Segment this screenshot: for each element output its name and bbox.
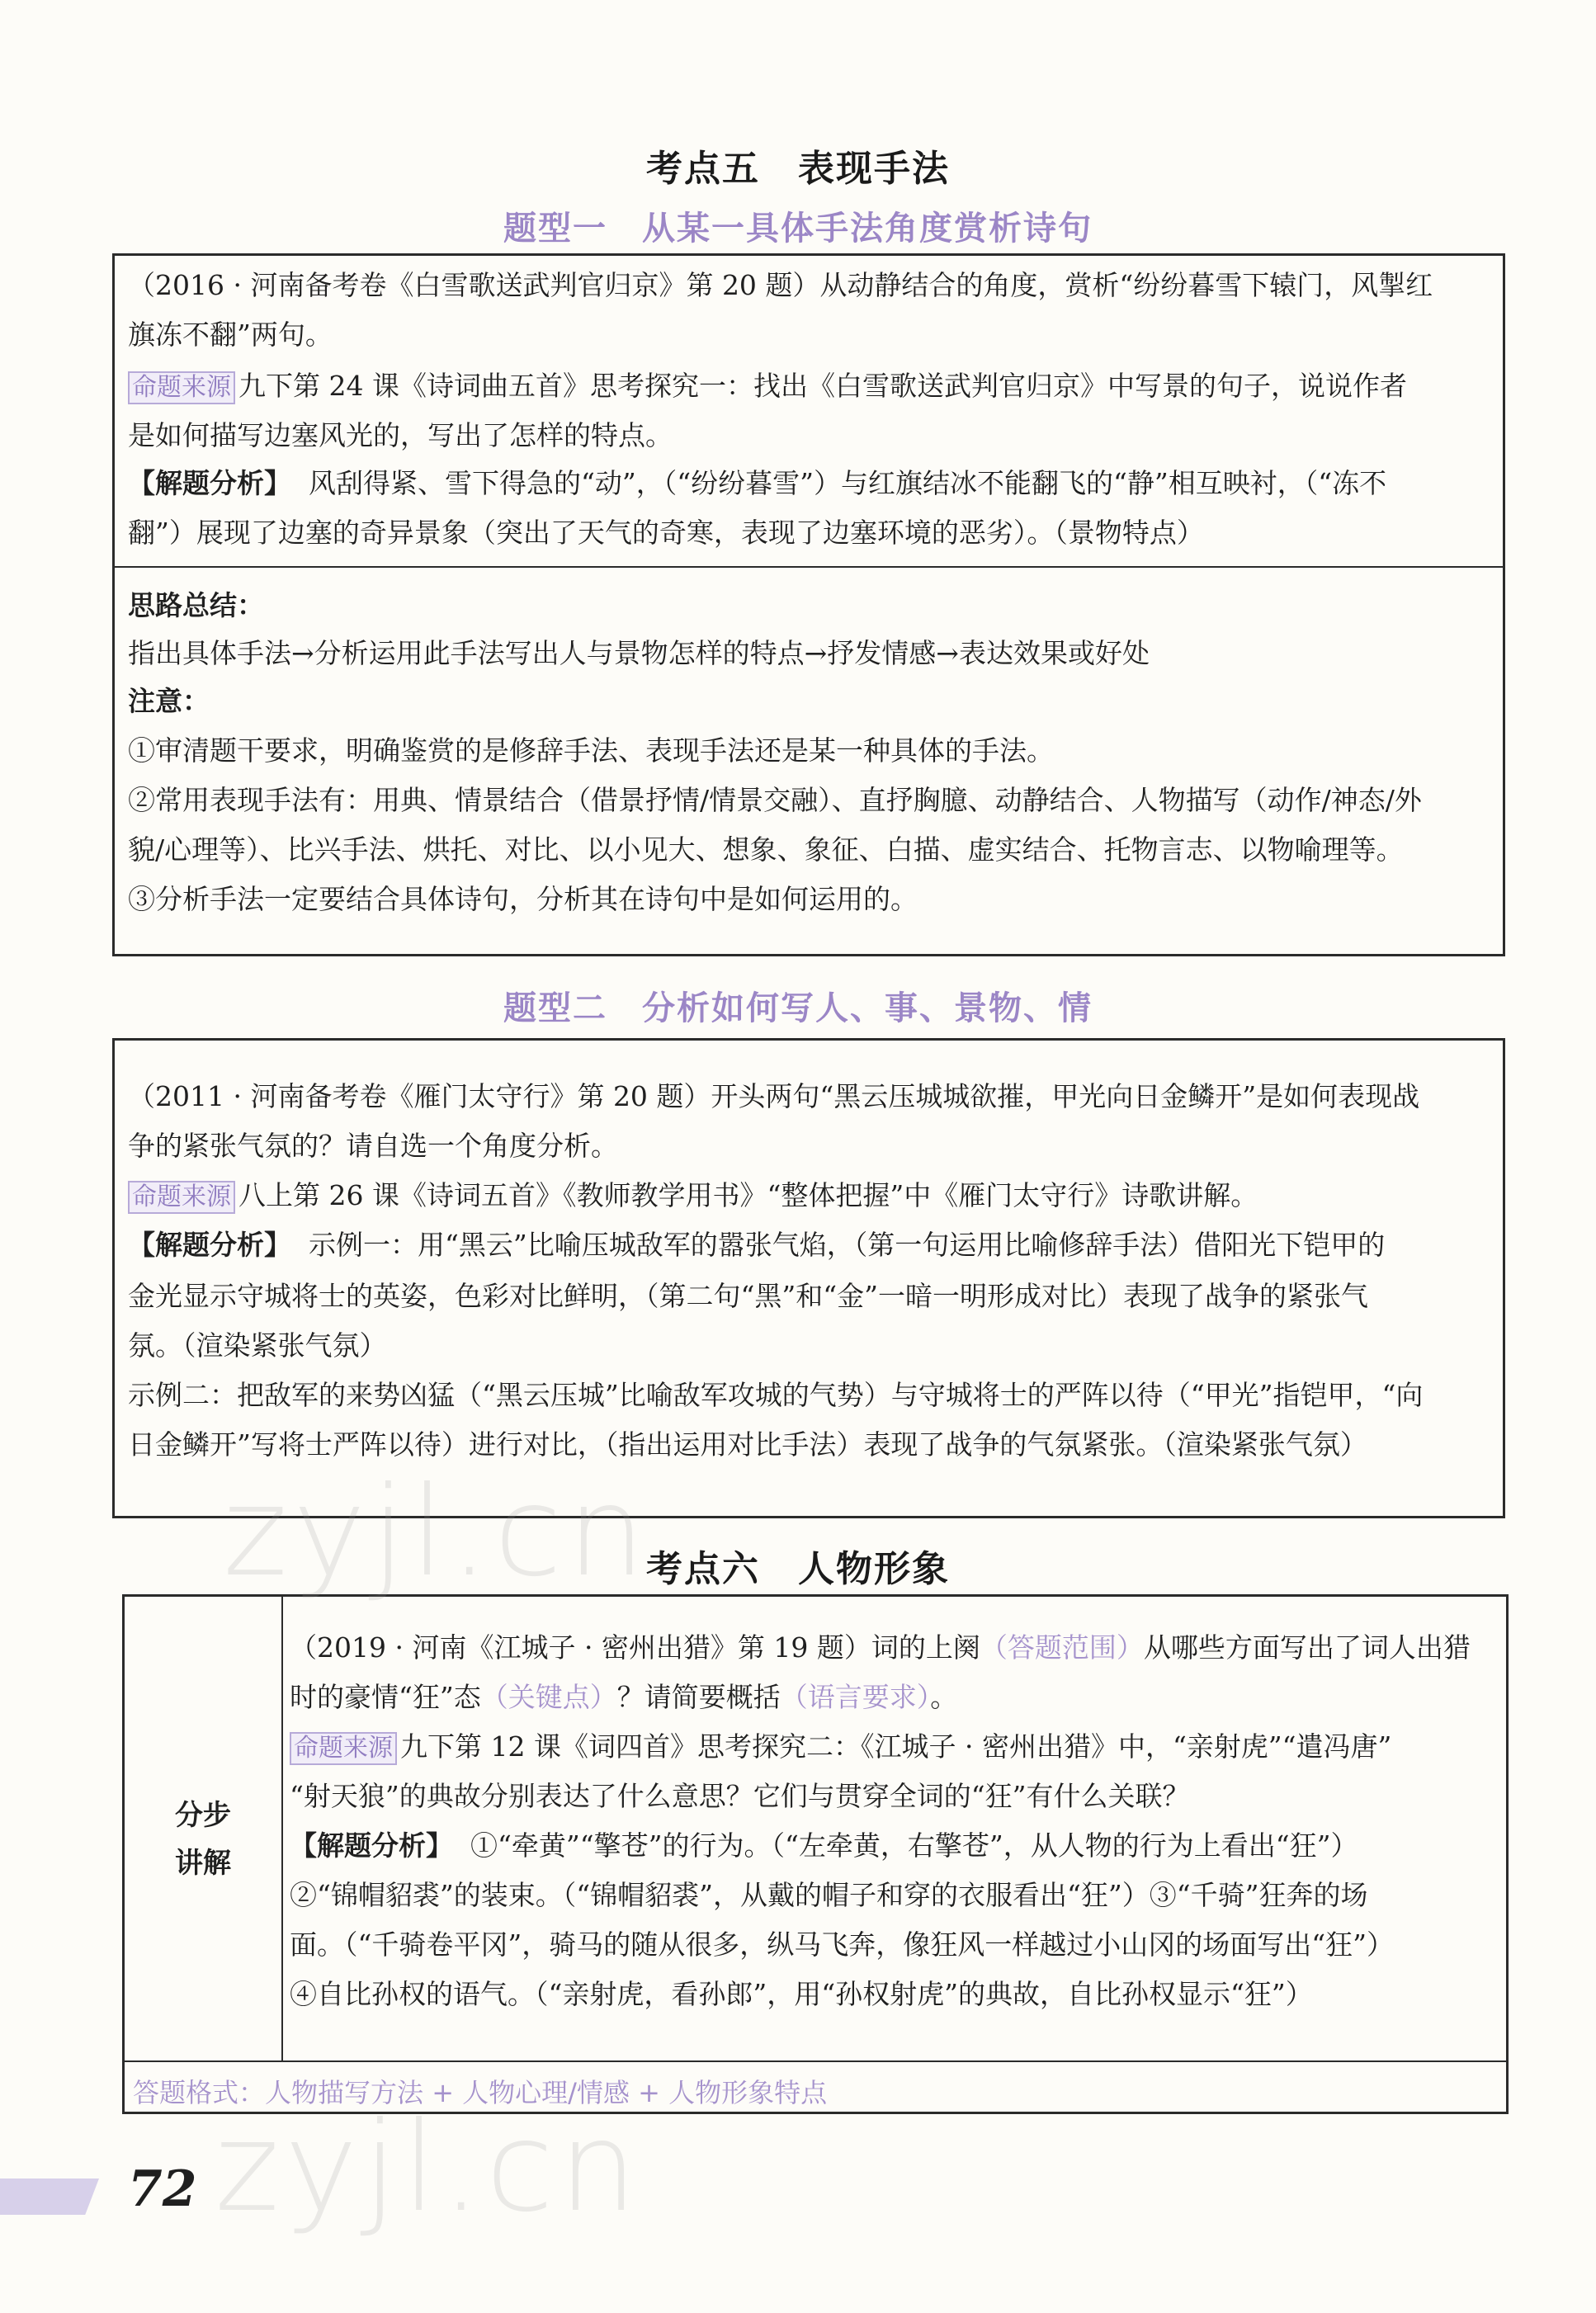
type1-box bbox=[112, 253, 1505, 956]
analysis-line: ②“锦帽貂裘”的装束。（“锦帽貂裘”，从戴的帽子和穿的衣服看出“狂”）③“千骑”狂奔的场 bbox=[290, 1879, 1368, 1911]
analysis-tag: 【解题分析】 bbox=[128, 1229, 291, 1261]
question-text: （2019 · 河南《江城子 · 密州出猎》第 19 题）词的上阕 bbox=[290, 1631, 980, 1664]
analysis-line: 金光显示守城将士的英姿，色彩对比鲜明，（第二句“黑”和“金”一暗一明形成对比）表现了战争的紧张气 bbox=[128, 1280, 1368, 1312]
question-line: （2016 · 河南备考卷《白雪歌送武判官归京》第 20 题）从动静结合的角度，赏析“纷纷暮雪下辕门，风掣红 bbox=[128, 269, 1433, 301]
question-line: 旗冻不翻”两句。 bbox=[128, 319, 333, 351]
question-line bbox=[290, 1681, 957, 1714]
question-line: （2011 · 河南备考卷《雁门太守行》第 20 题）开头两句“黑云压城城欲摧，甲光向日金鳞开”是如何表现战 bbox=[128, 1080, 1420, 1112]
analysis-line bbox=[290, 1829, 1358, 1862]
source-tag: 命题来源 bbox=[290, 1732, 397, 1765]
summary-label: 思路总结： bbox=[128, 589, 264, 621]
note-line: ①审清题干要求，明确鉴赏的是修辞手法、表现手法还是某一种具体的手法。 bbox=[128, 734, 1054, 767]
analysis-line bbox=[128, 467, 1386, 500]
question-text: 。 bbox=[930, 1681, 958, 1713]
analysis-text: 风刮得紧、雪下得急的“动”，（“纷纷暮雪”）与红旗结冰不能翻飞的“静”相互映衬，（“冻不 bbox=[308, 467, 1387, 499]
note-line: ③分析手法一定要结合具体诗句，分析其在诗句中是如何运用的。 bbox=[128, 883, 918, 915]
analysis-text: 示例一：用“黑云”比喻压城敌军的嚣张气焰，（第一句运用比喻修辞手法）借阳光下铠甲的 bbox=[308, 1229, 1386, 1261]
step-label-line: 分步 bbox=[175, 1799, 231, 1832]
source-line: “射天狼”的典故分别表达了什么意思？它们与贯穿全词的“狂”有什么关联？ bbox=[290, 1780, 1190, 1812]
analysis-line: 日金鳞开”写将士严阵以待）进行对比，（指出运用对比手法）表现了战争的气氛紧张。（渲染紧张气氛） bbox=[128, 1428, 1367, 1461]
hint-language: （语言要求） bbox=[780, 1681, 931, 1713]
watermark: zyjl.cn bbox=[223, 1461, 651, 1604]
source-text: 九下第 12 课《词四首》思考探究二：《江城子 · 密州出猎》中，“亲射虎”“遣冯唐” bbox=[400, 1730, 1392, 1763]
question-text: 从哪些方面写出了词人出猎 bbox=[1143, 1631, 1471, 1664]
format-text: 人物描写方法 + 人物心理/情感 + 人物形象特点 bbox=[265, 2077, 828, 2108]
step-label bbox=[125, 1791, 281, 1887]
box-divider bbox=[125, 2060, 1506, 2062]
source-text: 八上第 26 课《诗词五首》《教师教学用书》“整体把握”中《雁门太守行》诗歌讲解。 bbox=[238, 1179, 1258, 1211]
source-line: 是如何描写边塞风光的，写出了怎样的特点。 bbox=[128, 419, 673, 451]
hint-scope: （答题范围） bbox=[980, 1631, 1144, 1664]
watermark: zyjl.cn bbox=[215, 2096, 643, 2240]
source-tag: 命题来源 bbox=[128, 1181, 235, 1214]
analysis-line: 氛。（渲染紧张气氛） bbox=[128, 1329, 387, 1362]
step-label-line: 讲解 bbox=[175, 1847, 231, 1880]
source-text: 九下第 24 课《诗词曲五首》思考探究一：找出《白雪歌送武判官归京》中写景的句子，说说作者 bbox=[238, 370, 1407, 402]
note-line: 貌/心理等）、比兴手法、烘托、对比、以小见大、想象、象征、白描、虚实结合、托物言志、以物喻理等。 bbox=[128, 833, 1404, 866]
page-tab-marker bbox=[0, 2178, 99, 2215]
analysis-tag: 【解题分析】 bbox=[290, 1829, 453, 1862]
source-line bbox=[128, 370, 1407, 404]
source-line bbox=[290, 1730, 1391, 1765]
section6-box bbox=[122, 1594, 1509, 2114]
question-line bbox=[290, 1631, 1471, 1664]
section-title: 考点六 人物形象 bbox=[646, 1548, 950, 1590]
type2-title: 题型二 分析如何写人、事、景物、情 bbox=[503, 989, 1093, 1027]
note-line: ②常用表现手法有：用典、情景结合（借景抒情/情景交融）、直抒胸臆、动静结合、人物描写（动作/神态/外 bbox=[128, 784, 1422, 816]
source-tag: 命题来源 bbox=[128, 371, 235, 404]
analysis-line: ④自比孙权的语气。（“亲射虎，看孙郎”，用“孙权射虎”的典故，自比孙权显示“狂”） bbox=[290, 1978, 1313, 2010]
analysis-tag: 【解题分析】 bbox=[128, 467, 291, 499]
source-line bbox=[128, 1179, 1258, 1214]
column-divider bbox=[281, 1597, 283, 2060]
analysis-line: 面。（“千骑卷平冈”，骑马的随从很多，纵马飞奔，像狂风一样越过小山冈的场面写出“狂”） bbox=[290, 1928, 1394, 1961]
box-divider bbox=[115, 566, 1503, 568]
analysis-line: 翻”）展现了边塞的奇异景象（突出了天气的奇寒，表现了边塞环境的恶劣）。（景物特点） bbox=[128, 517, 1204, 549]
analysis-line: 示例二：把敌军的来势凶猛（“黑云压城”比喻敌军攻城的气势）与守城将士的严阵以待（“甲光”指铠甲，“向 bbox=[128, 1379, 1424, 1411]
page-number: 72 bbox=[128, 2160, 197, 2218]
question-line: 争的紧张气氛的？请自选一个角度分析。 bbox=[128, 1130, 618, 1162]
type1-title: 题型一 从某一具体手法角度赏析诗句 bbox=[503, 210, 1093, 248]
note-label: 注意： bbox=[128, 685, 210, 717]
analysis-text: ①“牵黄”“擎苍”的行为。（“左牵黄，右擎苍”，从人物的行为上看出“狂”） bbox=[470, 1829, 1358, 1862]
question-text: ？请简要概括 bbox=[616, 1681, 781, 1713]
format-label: 答题格式： bbox=[133, 2077, 266, 2108]
hint-key: （关键点） bbox=[480, 1681, 617, 1713]
summary-text: 指出具体手法→分析运用此手法写出人与景物怎样的特点→抒发情感→表达效果或好处 bbox=[128, 637, 1150, 669]
type2-box bbox=[112, 1038, 1505, 1518]
section-title: 考点五 表现手法 bbox=[646, 148, 950, 190]
question-text: 时的豪情“狂”态 bbox=[290, 1681, 481, 1713]
analysis-line bbox=[128, 1229, 1385, 1262]
